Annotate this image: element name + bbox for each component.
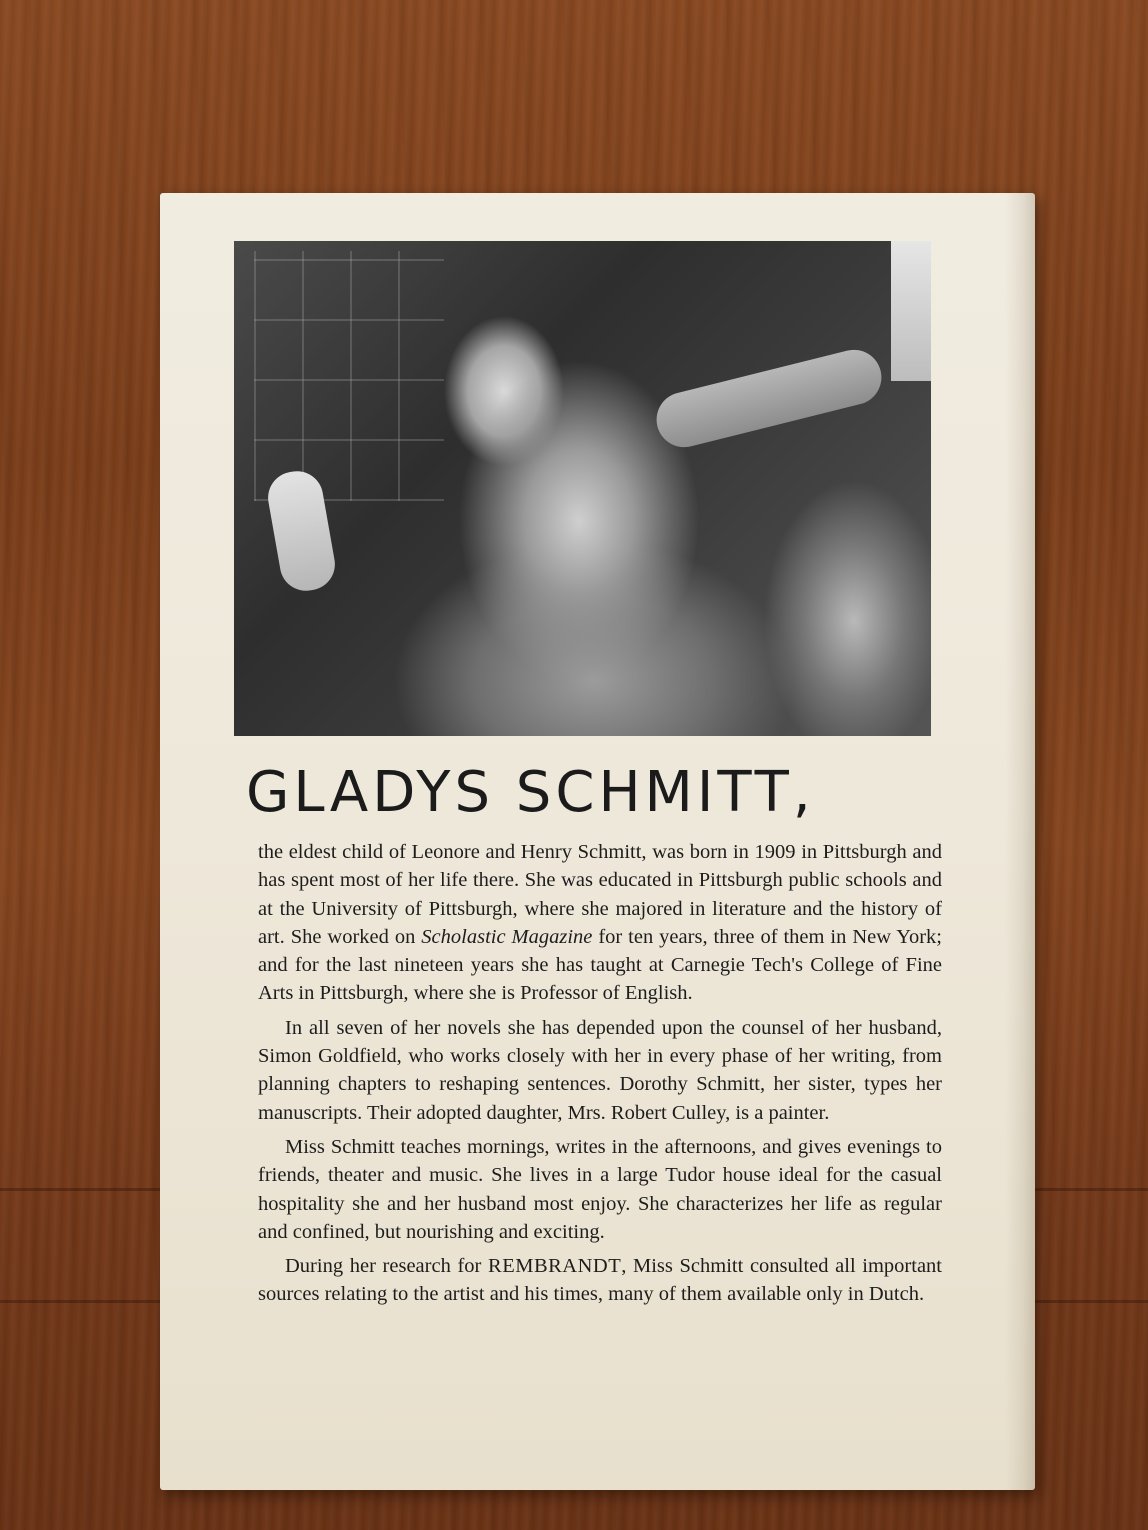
- bio-paragraph-2: In all seven of her novels she has depended upon the counsel of her husband, Simon Goldfield, who works closely with her in every phase of her writing, from planning chapters to reshaping sentences. Dorothy Schmitt, her sister, types her manuscripts. Their adopted daughter, Mrs. Robert Culley, is a painter.: [258, 1016, 942, 1124]
- jacket-spine-edge: [1005, 193, 1035, 1490]
- bio-text: the eldest child of Leonore and Henry Schmitt, was born in 1909 in Pittsburgh and has spent most of her life there. She was educated in Pittsburgh public schools and at the University of Pittsburgh, where she majored in literature and the history of art. She worked on: [258, 841, 942, 948]
- author-bio: [258, 838, 942, 1315]
- author-photo: [234, 241, 931, 736]
- photo-arm: [651, 344, 887, 453]
- bio-text: for ten years, three of them in New York; and for the last nineteen years she has taught at Carnegie Tech's College of Fine Arts in Pittsburgh, where she is Professor of English.: [258, 925, 942, 1005]
- bio-paragraph-1: [258, 838, 942, 1008]
- bio-paragraph-3: Miss Schmitt teaches mornings, writes in the afternoons, and gives evenings to friends, theater and music. She lives in a large Tudor house ideal for the casual hospitality she and her husband most enjoy. She characterizes her life as regular and confined, but nourishing and exciting.: [258, 1135, 942, 1243]
- author-name-heading: GLADYS SCHMITT,: [246, 760, 815, 825]
- bio-text: During her research for: [285, 1255, 489, 1278]
- book-jacket-back: [160, 193, 1035, 1490]
- bio-paragraph-4: [258, 1252, 942, 1309]
- book-title: REMBRANDT: [488, 1255, 622, 1278]
- photo-window: [254, 251, 444, 501]
- photo-window-light: [891, 241, 931, 381]
- magazine-title: Scholastic Magazine: [421, 925, 593, 948]
- bio-text: , Miss Schmitt consulted all important sources relating to the artist and his times, many of them available only in Dutch.: [258, 1255, 942, 1306]
